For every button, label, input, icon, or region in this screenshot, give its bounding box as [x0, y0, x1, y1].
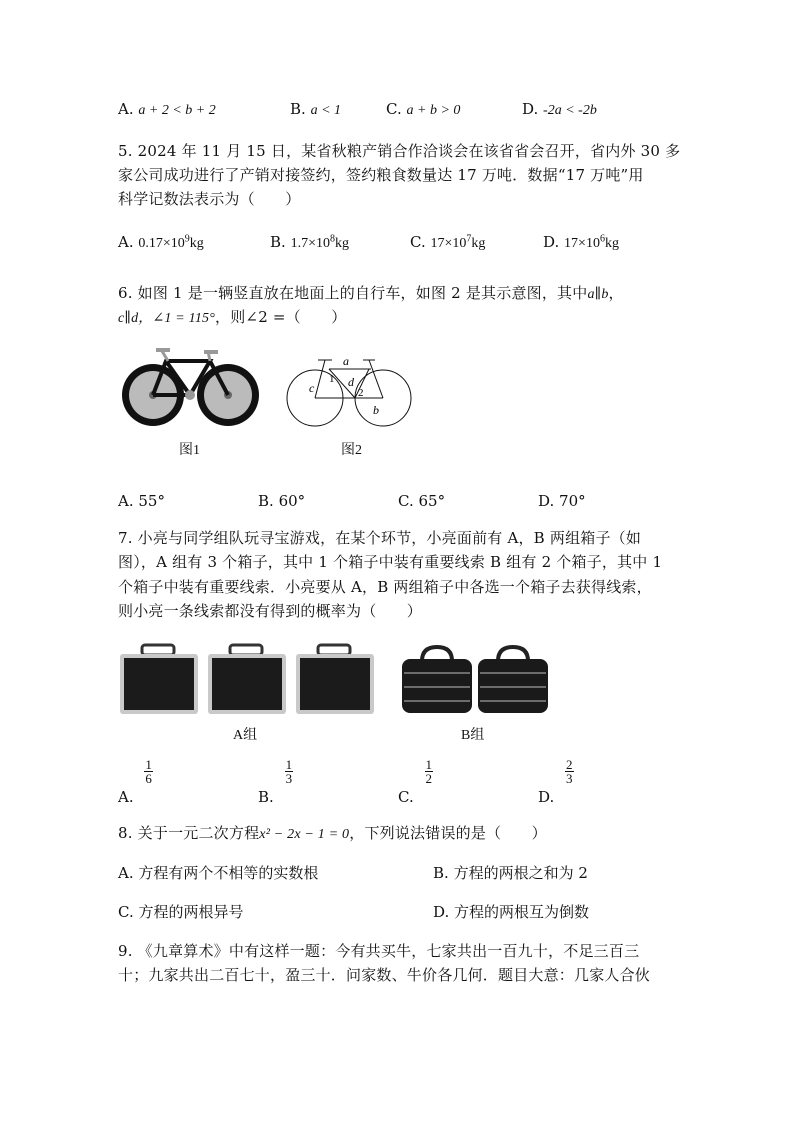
q9-stem-line-2: 十；九家共出二百七十，盈三十．问家数、牛价各几何．题目大意：几家人合伙 [118, 966, 651, 984]
q8-option-a: A. 方程有两个不相等的实数根 [118, 864, 319, 882]
q7-option-b: B. $\frac{1}{3}$ [258, 757, 293, 806]
q5-option-b: B. $1.7\times 10^8kg$ [270, 233, 349, 251]
q4-option-c: C. a + b > 0 [386, 100, 461, 118]
q6-option-a: A. 55° [118, 492, 165, 510]
q6-stem-line-2: c∥d，∠1 = 115°，则∠2 =（ ） [118, 308, 347, 326]
fig1-caption: 图1 [179, 443, 200, 458]
q5-stem-line-2: 家公司成功进行了产销对接签约，签约粮食数量达 17 万吨．数据“17 万吨”用 [118, 166, 644, 184]
q5-option-d: D. $17\times 10^6kg$ [543, 233, 619, 251]
fig2-label-2: 2 [358, 387, 364, 399]
bicycle-schematic-figure [285, 352, 415, 432]
q7-stem-line-1: 7. 小亮与同学组队玩寻宝游戏，在某个环节，小亮面前有 A，B 两组箱子（如 [118, 529, 642, 547]
fig2-label-d: d [348, 375, 354, 389]
q8-option-b: B. 方程的两根之和为 2 [433, 864, 588, 882]
q9-stem-line-1: 9. 《九章算术》中有这样一题：今有共买牛，七家共出一百九十，不足三百三 [118, 942, 640, 960]
fig2-label-1: 1 [329, 373, 335, 385]
fig2-label-b: b [373, 403, 379, 417]
fig2-caption: 图2 [341, 443, 362, 458]
group-b-cases-figure [400, 645, 550, 715]
q5-option-a: A. $0.17\times 10^9kg$ [118, 233, 204, 251]
q7-option-c: C. $\frac{1}{2}$ [398, 757, 432, 806]
q7-stem-line-3: 个箱子中装有重要线索．小亮要从 A，B 两组箱子中各选一个箱子去获得线索， [118, 578, 652, 596]
q8-stem: 8. 关于一元二次方程x² − 2x − 1 = 0，下列说法错误的是（ ） [118, 824, 547, 842]
q6-option-d: D. 70° [538, 492, 586, 510]
q7-stem-line-4: 则小亮一条线索都没有得到的概率为（ ） [118, 602, 423, 620]
q7-option-d: D. $\frac{2}{3}$ [538, 757, 573, 806]
fig2-label-c: c [309, 381, 315, 395]
q4-option-d: D. -2a < -2b [522, 100, 597, 118]
q6-option-c: C. 65° [398, 492, 446, 510]
group-a-briefcases-figure [118, 643, 378, 718]
q7-stem-line-2: 图），A 组有 3 个箱子，其中 1 个箱子中装有重要线索 B 组有 2 个箱子，其中 1 [118, 553, 663, 571]
q5-stem-line-1: 5. 2024 年 11 月 15 日，某省秋粮产销合作洽谈会在该省省会召开，省内外 30 多 [118, 142, 681, 160]
q5-stem-line-3: 科学记数法表示为（ ） [118, 190, 301, 208]
group-b-caption: B组 [461, 728, 485, 743]
q8-option-c: C. 方程的两根异号 [118, 903, 244, 921]
bicycle-photo-figure [118, 345, 263, 430]
q7-option-a: A. $\frac{1}{6}$ [118, 757, 152, 806]
q5-option-c: C. $17\times 10^7kg$ [410, 233, 486, 251]
q6-option-b: B. 60° [258, 492, 306, 510]
q8-option-d: D. 方程的两根互为倒数 [433, 903, 590, 921]
fig2-label-a: a [343, 354, 349, 368]
group-a-caption: A组 [233, 728, 258, 743]
q4-option-b: B. a < 1 [290, 100, 342, 118]
q6-stem-line-1: 6. 如图 1 是一辆竖直放在地面上的自行车，如图 2 是其示意图，其中a∥b， [118, 284, 624, 302]
q4-option-a: A. a + 2 < b + 2 [118, 100, 216, 118]
